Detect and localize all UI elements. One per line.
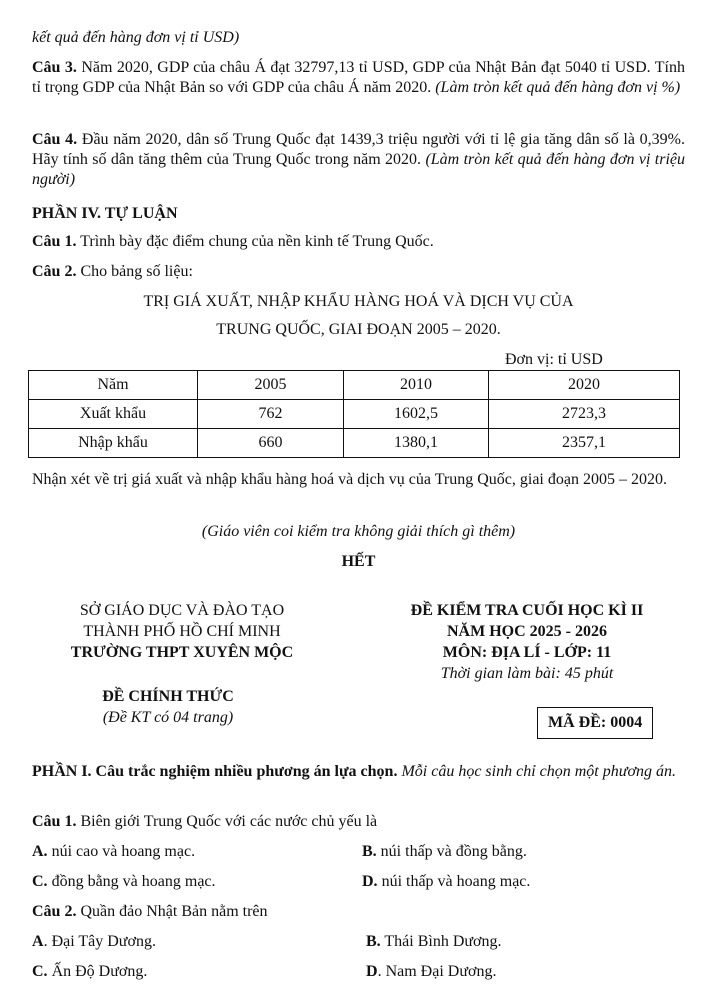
city-name: THÀNH PHỐ HỒ CHÍ MINH bbox=[83, 623, 281, 640]
exam-code-box: MÃ ĐỀ: 0004 bbox=[537, 707, 653, 739]
table-cell: 1602,5 bbox=[344, 400, 489, 429]
table-cell: 762 bbox=[198, 400, 344, 429]
question-3: Câu 3. Năm 2020, GDP của châu Á đạt 32797,13 tỉ USD, GDP của Nhật Bản đạt 5040 tỉ USD. Tính tỉ trọng GDP của Nhật Bản so với GDP của châu Á năm 2020. (Làm tròn kết quả đến hàng đơn vị %) bbox=[32, 59, 685, 96]
option-2b[interactable]: B. Thái Bình Dương. bbox=[366, 933, 502, 950]
table-cell: 2723,3 bbox=[489, 400, 680, 429]
table-row bbox=[29, 400, 680, 429]
end-marker: HẾT bbox=[341, 553, 376, 570]
table-title-line-2: TRUNG QUỐC, GIAI ĐOẠN 2005 – 2020. bbox=[216, 321, 501, 338]
table-row bbox=[29, 429, 680, 458]
exam-duration: Thời gian làm bài: 45 phút bbox=[440, 665, 614, 682]
comment-prompt: Nhận xét về trị giá xuất và nhập khẩu hàng hoá và dịch vụ của Trung Quốc, giai đoạn 2005 – 2020. bbox=[32, 471, 667, 488]
option-1d[interactable]: D. núi thấp và hoang mạc. bbox=[362, 873, 531, 890]
mc-question-1: Câu 1. Biên giới Trung Quốc với các nước chủ yếu là bbox=[32, 813, 378, 830]
table-header-cell: 2010 bbox=[344, 371, 489, 400]
part-1-title: PHẦN I. Câu trắc nghiệm nhiều phương án lựa chọn. Mỗi câu học sinh chỉ chọn một phương án. bbox=[32, 763, 677, 780]
table-unit: Đơn vị: tỉ USD bbox=[505, 351, 603, 368]
exam-title: ĐỀ KIỂM TRA CUỐI HỌC KÌ II bbox=[410, 602, 644, 619]
option-2a[interactable]: A. Đại Tây Dương. bbox=[32, 933, 156, 950]
table-cell: 1380,1 bbox=[344, 429, 489, 458]
table-header-cell: Năm bbox=[29, 371, 198, 400]
teacher-note: (Giáo viên coi kiểm tra không giải thích gì thêm) bbox=[201, 523, 516, 540]
school-year: NĂM HỌC 2025 - 2026 bbox=[447, 623, 607, 640]
table-header-cell: 2020 bbox=[489, 371, 680, 400]
exam-header bbox=[357, 600, 697, 684]
table-cell: Xuất khẩu bbox=[29, 400, 198, 429]
data-table bbox=[28, 370, 680, 458]
part-4-title: PHẦN IV. TỰ LUẬN bbox=[32, 205, 178, 222]
page-count: (Đề KT có 04 trang) bbox=[102, 709, 234, 726]
question-label: Câu 4. bbox=[32, 131, 78, 148]
question-4: Câu 4. Đầu năm 2020, dân số Trung Quốc đạt 1439,3 triệu người với tỉ lệ gia tăng dân số là 0,39%. Hãy tính số dân tăng thêm của Trung Quốc trong năm 2020. (Làm tròn kết quả đến hàng đơn vị triệu người) bbox=[32, 131, 686, 188]
question-label: Câu 3. bbox=[32, 59, 77, 76]
table-cell: 660 bbox=[198, 429, 344, 458]
table-cell: 2357,1 bbox=[489, 429, 680, 458]
table-title-line-1: TRỊ GIÁ XUẤT, NHẬP KHẨU HÀNG HOÁ VÀ DỊCH VỤ CỦA bbox=[143, 293, 574, 310]
table-cell: Nhập khẩu bbox=[29, 429, 198, 458]
option-1b[interactable]: B. núi thấp và đồng bằng. bbox=[362, 843, 527, 860]
essay-question-2: Câu 2. Cho bảng số liệu: bbox=[32, 263, 193, 280]
option-2c[interactable]: C. Ấn Độ Dương. bbox=[32, 963, 148, 980]
option-1a[interactable]: A. núi cao và hoang mạc. bbox=[32, 843, 196, 860]
continued-line: kết quả đến hàng đơn vị tỉ USD) bbox=[32, 29, 240, 46]
official-block bbox=[8, 686, 328, 728]
option-1c[interactable]: C. đồng bằng và hoang mạc. bbox=[32, 873, 216, 890]
school-name: TRƯỜNG THPT XUYÊN MỘC bbox=[70, 644, 294, 661]
option-2d[interactable]: D. Nam Đại Dương. bbox=[366, 963, 497, 980]
subject: MÔN: ĐỊA LÍ - LỚP: 11 bbox=[442, 644, 612, 661]
school-header bbox=[22, 600, 342, 663]
essay-question-1: Câu 1. Trình bày đặc điểm chung của nền kinh tế Trung Quốc. bbox=[32, 233, 434, 250]
mc-question-2: Câu 2. Quần đảo Nhật Bản nằm trên bbox=[32, 903, 268, 920]
table-header-row bbox=[29, 371, 680, 400]
official-label: ĐỀ CHÍNH THỨC bbox=[102, 688, 234, 705]
department-name: SỞ GIÁO DỤC VÀ ĐÀO TẠO bbox=[79, 602, 285, 619]
table-header-cell: 2005 bbox=[198, 371, 344, 400]
